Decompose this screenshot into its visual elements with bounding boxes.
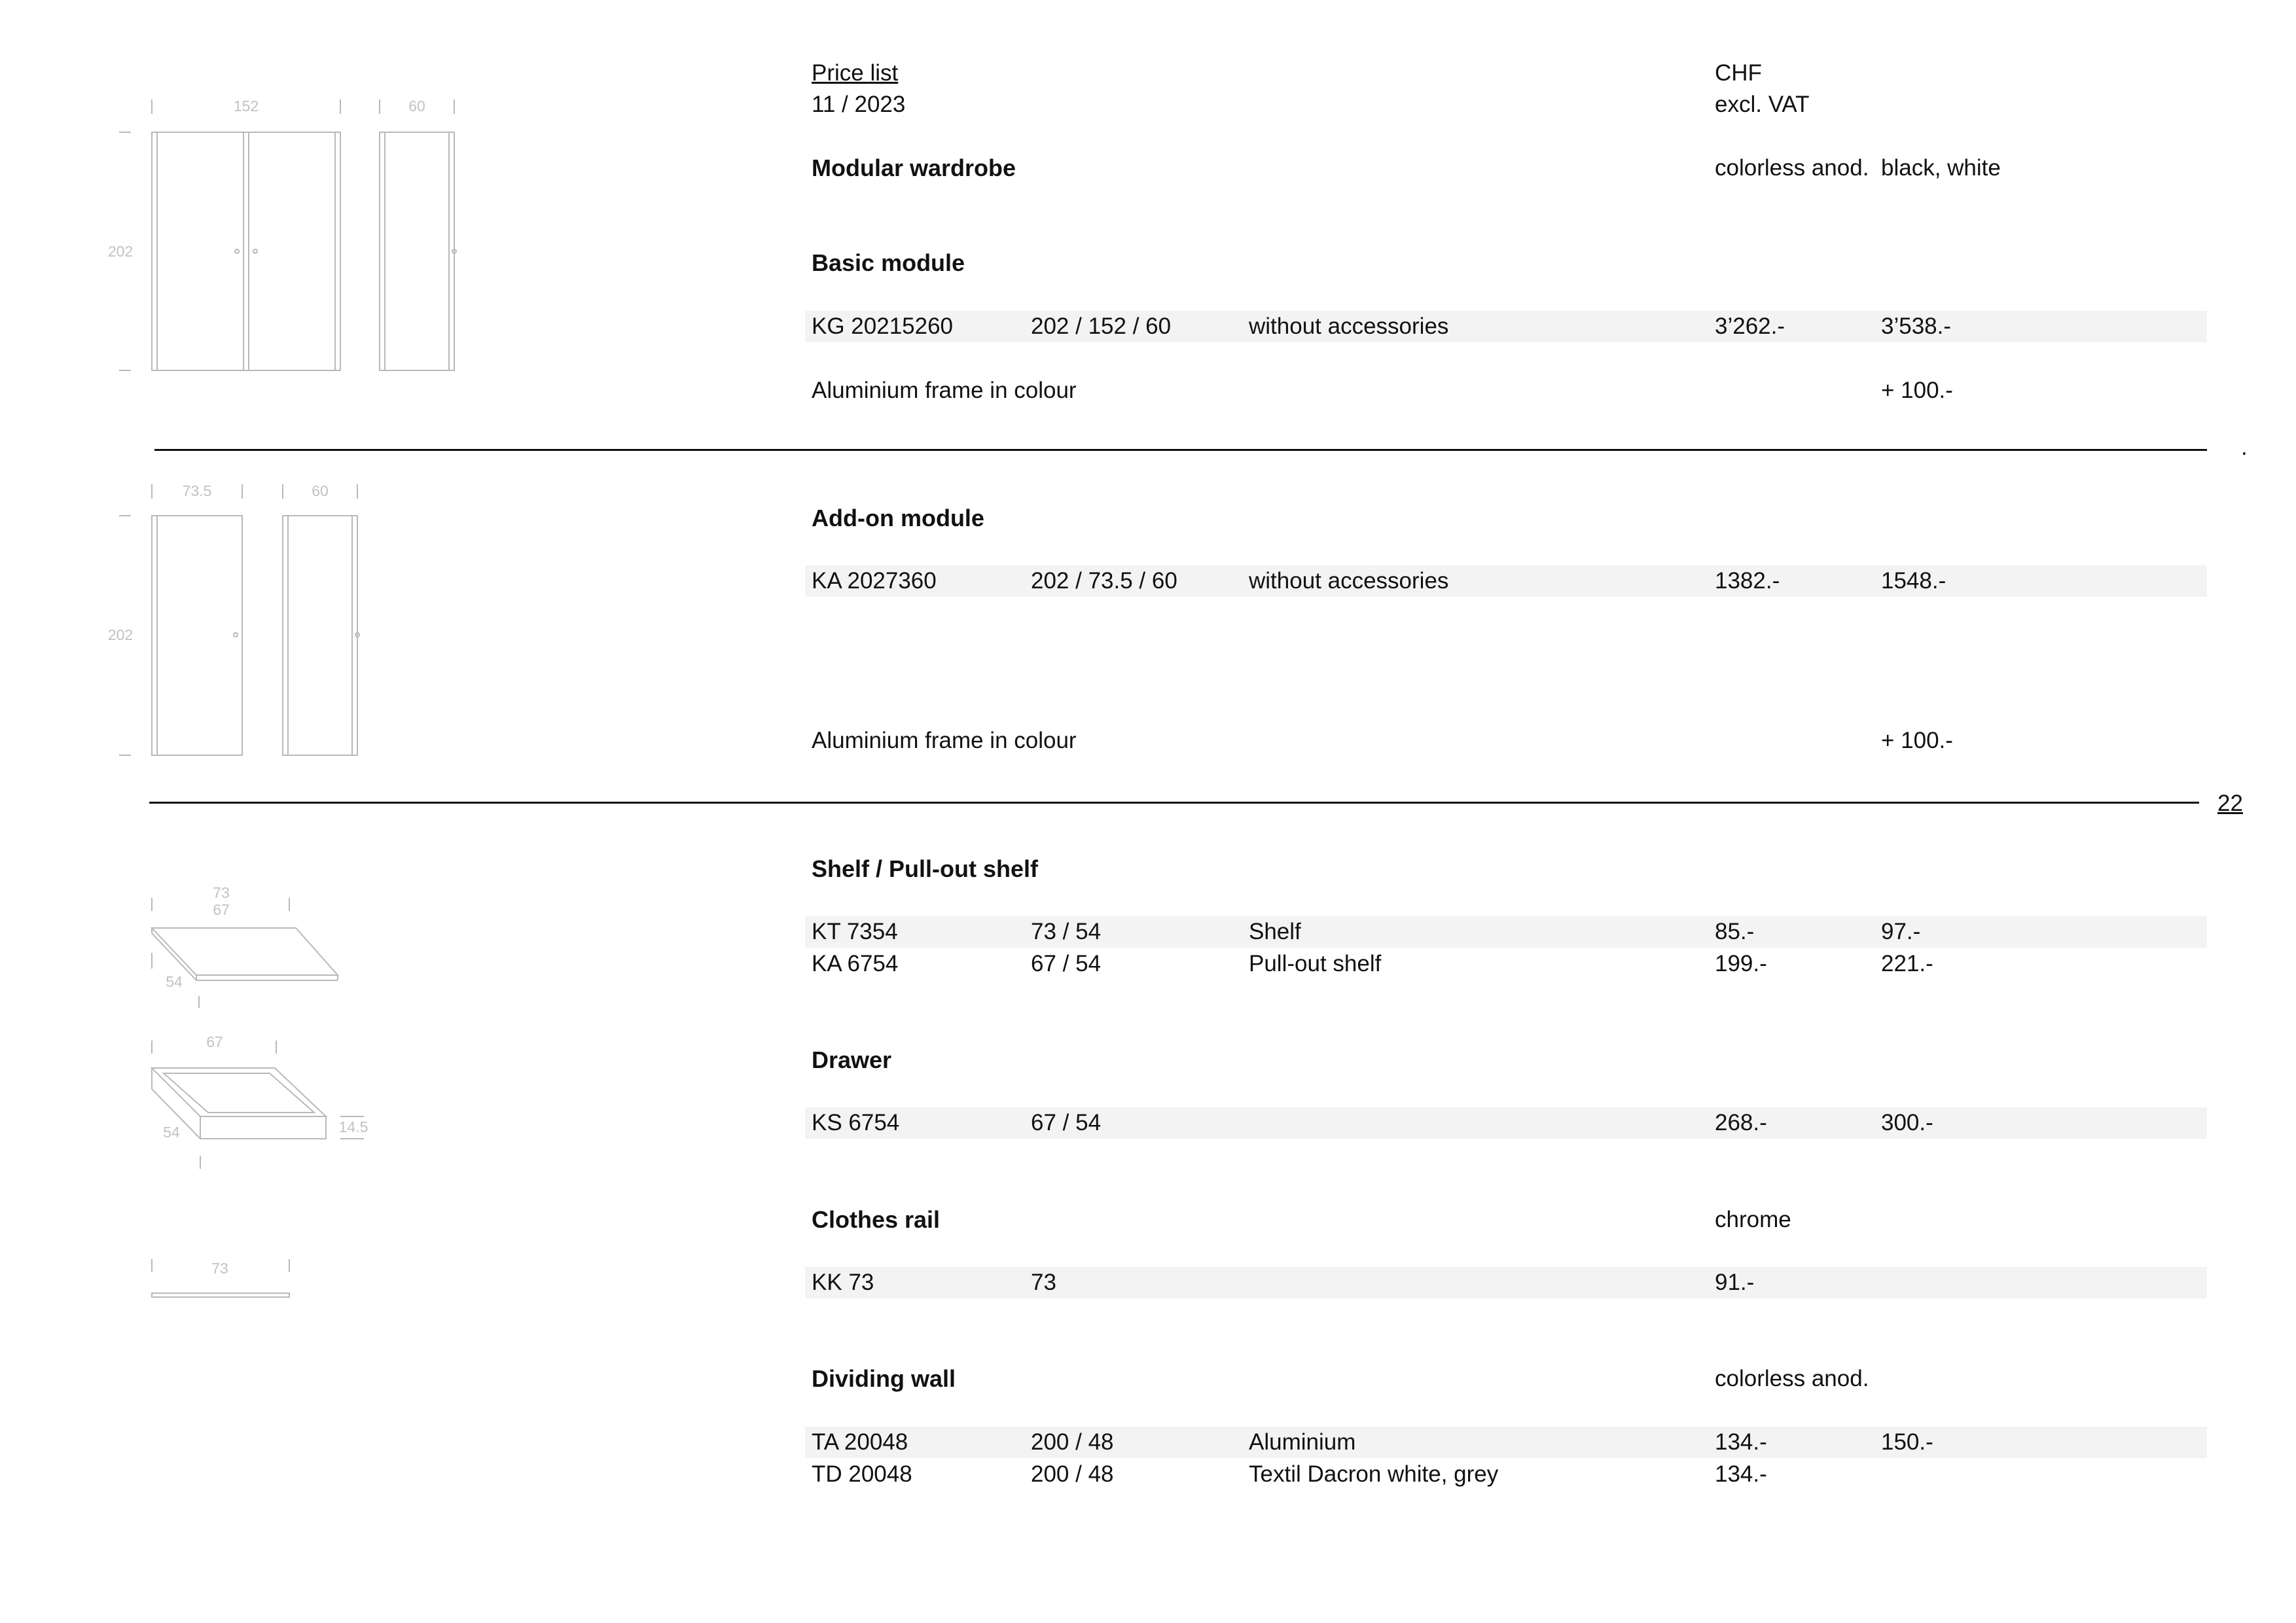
addon-frame-label: Aluminium frame in colour <box>812 728 1077 753</box>
shelf-row <box>805 916 2207 948</box>
drawer-dims: 67 / 54 <box>1031 1110 1102 1135</box>
basic-module-drawing <box>108 98 456 370</box>
shelf-width-label-2: 67 <box>213 901 230 918</box>
divider-dot: . <box>2241 435 2248 460</box>
drawer-height-label: 14.5 <box>338 1118 368 1135</box>
modular-wardrobe-heading: Modular wardrobe <box>812 154 1016 181</box>
shelf-price-black-white: 97.- <box>1881 919 1921 944</box>
pullout-shelf-desc: Pull-out shelf <box>1249 951 1382 976</box>
dividing-wall-alu-desc: Aluminium <box>1249 1429 1356 1455</box>
basic-module-dims: 202 / 152 / 60 <box>1031 313 1172 339</box>
section-divider <box>154 449 2207 451</box>
dividing-wall-alu-price-black-white: 150.- <box>1881 1429 1933 1455</box>
addon-module-row <box>805 565 2207 597</box>
addon-depth-label: 60 <box>312 482 329 499</box>
dividing-wall-textile-code: TD 20048 <box>812 1461 912 1487</box>
basic-module-row <box>805 311 2207 342</box>
basic-module-heading: Basic module <box>812 249 965 276</box>
drawer-width-label: 67 <box>206 1033 223 1050</box>
addon-module-heading: Add-on module <box>812 505 984 531</box>
basic-width-label: 152 <box>233 98 259 115</box>
pullout-shelf-price-black-white: 221.- <box>1881 951 1933 976</box>
dividing-wall-row <box>805 1427 2207 1458</box>
clothes-rail-drawing <box>152 1259 289 1297</box>
addon-frame-price: + 100.- <box>1881 728 1953 753</box>
pullout-shelf-price-colorless: 199.- <box>1715 951 1767 976</box>
dividing-wall-alu-price-colorless: 134.- <box>1715 1429 1767 1455</box>
clothes-rail-heading: Clothes rail <box>812 1206 941 1233</box>
pullout-shelf-code: KA 6754 <box>812 951 899 976</box>
basic-module-desc: without accessories <box>1249 313 1449 339</box>
drawer-price-black-white: 300.- <box>1881 1110 1933 1135</box>
dividing-wall-textile-desc: Textil Dacron white, grey <box>1249 1461 1499 1487</box>
currency-label: CHF <box>1715 60 1762 86</box>
column-colorless-anod: colorless anod. <box>1715 155 1869 181</box>
addon-module-code: KA 2027360 <box>812 568 937 594</box>
drawer-row <box>805 1107 2207 1139</box>
price-list-date: 11 / 2023 <box>812 92 906 117</box>
dividing-wall-finish: colorless anod. <box>1715 1366 1869 1391</box>
dividing-wall-alu-dims: 200 / 48 <box>1031 1429 1114 1455</box>
clothes-rail-code: KK 73 <box>812 1270 874 1295</box>
drawer-heading: Drawer <box>812 1046 892 1073</box>
clothes-rail-row <box>805 1267 2207 1298</box>
shelf-code: KT 7354 <box>812 919 898 944</box>
pullout-shelf-dims: 67 / 54 <box>1031 951 1102 976</box>
shelf-width-label-1: 73 <box>213 884 230 901</box>
section-divider <box>149 802 2199 804</box>
addon-module-price-black-white: 1548.- <box>1881 568 1946 594</box>
price-list-title: Price list <box>812 60 899 86</box>
addon-width-label: 73.5 <box>182 482 212 499</box>
clothes-rail-finish: chrome <box>1715 1207 1791 1232</box>
vat-label: excl. VAT <box>1715 92 1810 117</box>
basic-frame-label: Aluminium frame in colour <box>812 378 1077 403</box>
drawer-depth-label: 54 <box>163 1124 180 1141</box>
basic-frame-price: + 100.- <box>1881 378 1953 403</box>
clothes-rail-dims: 73 <box>1031 1270 1056 1295</box>
addon-module-drawing <box>108 482 359 755</box>
basic-depth-label: 60 <box>408 98 425 115</box>
basic-module-code: KG 20215260 <box>812 313 954 339</box>
shelf-price-colorless: 85.- <box>1715 919 1755 944</box>
addon-module-desc: without accessories <box>1249 568 1449 594</box>
rail-width-label: 73 <box>211 1260 228 1277</box>
shelf-depth-label: 54 <box>166 973 183 990</box>
addon-module-price-colorless: 1382.- <box>1715 568 1780 594</box>
shelf-dims: 73 / 54 <box>1031 919 1102 944</box>
page-number: 22 <box>2217 791 2243 816</box>
basic-module-price-black-white: 3’538.- <box>1881 313 1952 339</box>
addon-height-label: 202 <box>107 626 134 643</box>
shelf-drawing <box>152 884 338 1008</box>
dividing-wall-alu-code: TA 20048 <box>812 1429 908 1455</box>
drawer-code: KS 6754 <box>812 1110 900 1135</box>
drawer-price-colorless: 268.- <box>1715 1110 1767 1135</box>
shelf-desc: Shelf <box>1249 919 1301 944</box>
addon-module-dims: 202 / 73.5 / 60 <box>1031 568 1177 594</box>
dividing-wall-textile-dims: 200 / 48 <box>1031 1461 1114 1487</box>
drawer-drawing <box>152 1033 368 1169</box>
dividing-wall-heading: Dividing wall <box>812 1365 956 1392</box>
basic-module-price-colorless: 3’262.- <box>1715 313 1785 339</box>
clothes-rail-price: 91.- <box>1715 1270 1755 1295</box>
column-black-white: black, white <box>1881 155 2001 181</box>
basic-height-label: 202 <box>107 243 134 260</box>
shelf-heading: Shelf / Pull-out shelf <box>812 855 1039 882</box>
dividing-wall-textile-price: 134.- <box>1715 1461 1767 1487</box>
